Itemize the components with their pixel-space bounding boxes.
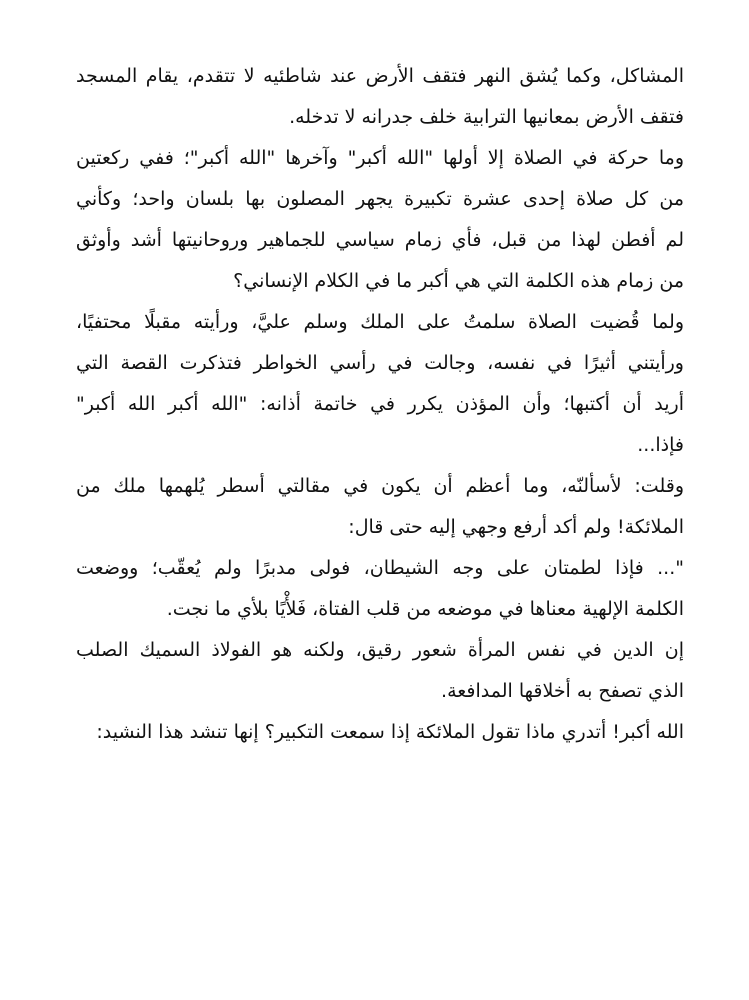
- text-line: الملائكة! ولم أكد أرفع وجهي إليه حتى قال:: [348, 516, 684, 538]
- text-line: ورأيتني أثيرًا في نفسه، وجالت في رأسي الخواطر فتذكرت القصة التي: [76, 352, 684, 374]
- text-line: ولما قُضيت الصلاة سلمتُ على الملك وسلم عليَّ، ورأيته مقبلًا محتفيًا،: [76, 311, 684, 333]
- text-line: الكلمة الإلهية معناها في موضعه من قلب الفتاة، فَلأْيًا بلأي ما نجت.: [166, 598, 684, 620]
- text-line: من زمام هذه الكلمة التي هي أكبر ما في الكلام الإنساني؟: [233, 270, 684, 292]
- text-line: فإذا...: [637, 434, 684, 456]
- text-line: وما حركة في الصلاة إلا أولها "الله أكبر" وآخرها "الله أكبر"؛ ففي ركعتين: [76, 147, 684, 169]
- text-line: "... فإذا لطمتان على وجه الشيطان، فولى مدبرًا ولم يُعقّب؛ ووضعت: [76, 557, 684, 579]
- text-line: لم أفطن لهذا من قبل، فأي زمام سياسي للجماهير وروحانيتها أشد وأوثق: [76, 229, 684, 251]
- text-line: الذي تصفح به أخلاقها المدافعة.: [441, 680, 684, 702]
- text-line: من كل صلاة إحدى عشرة تكبيرة يجهر المصلون بها بلسان واحد؛ وكأني: [76, 188, 684, 210]
- document-page: [76, 56, 684, 753]
- text-line: إن الدين في نفس المرأة شعور رقيق، ولكنه هو الفولاذ السميك الصلب: [76, 639, 684, 661]
- text-line: وقلت: لأسألنّه، وما أعظم أن يكون في مقالتي أسطر يُلهمها ملك من: [76, 475, 684, 497]
- text-line: الله أكبر! أتدري ماذا تقول الملائكة إذا سمعت التكبير؟ إنها تنشد هذا النشيد:: [96, 721, 684, 743]
- text-line: فتقف الأرض بمعانيها الترابية خلف جدرانه لا تدخله.: [289, 106, 684, 128]
- text-line: المشاكل، وكما يُشق النهر فتقف الأرض عند شاطئيه لا تتقدم، يقام المسجد: [76, 65, 684, 87]
- text-line: أريد أن أكتبها؛ وأن المؤذن يكرر في خاتمة أذانه: "الله أكبر الله أكبر": [76, 393, 684, 415]
